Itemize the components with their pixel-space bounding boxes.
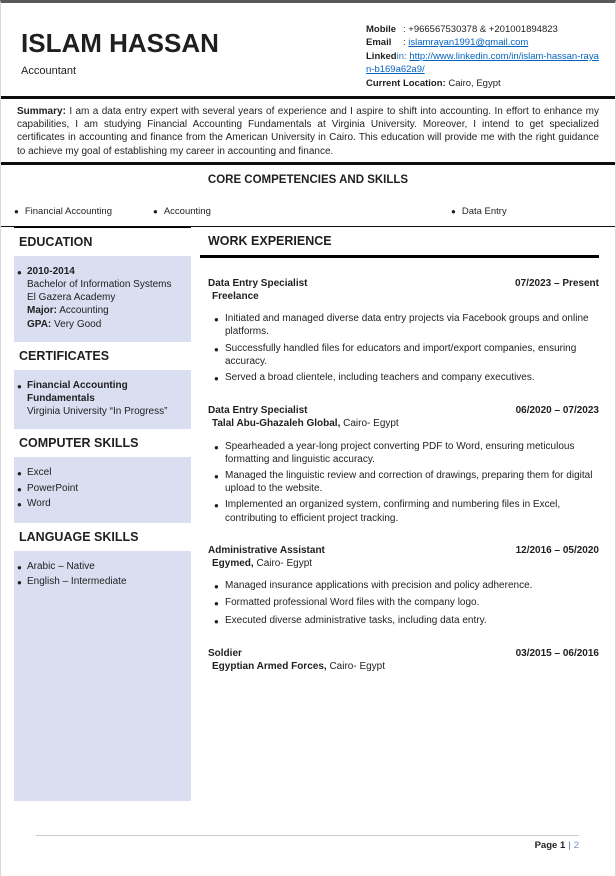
job-dates: 07/2023 – Present <box>515 277 599 289</box>
linkedin-link[interactable]: http://www.linkedin.com/in/islam-hassan-rayan-b169a62a9/ <box>366 50 599 76</box>
bullet-icon: ● <box>153 206 158 216</box>
contact-block <box>366 20 599 96</box>
sidebar <box>14 227 191 801</box>
certificates-heading: CERTIFICATES <box>14 342 191 370</box>
summary-label: Summary: <box>17 106 66 117</box>
linkedin-label-in: in <box>396 50 405 62</box>
bullet-icon: ● <box>14 206 19 216</box>
language-skills-heading: LANGUAGE SKILLS <box>14 523 191 551</box>
bullet-icon: ● <box>17 563 22 573</box>
work-experience-heading: WORK EXPERIENCE <box>200 227 599 258</box>
job-location: Cairo- Egypt <box>253 558 313 570</box>
bullet-icon: ● <box>17 267 22 277</box>
job-bullet: ● Formatted professional Word files with the company logo. <box>200 596 599 610</box>
bullet-icon: ● <box>17 499 22 509</box>
location-value: Cairo, Egypt <box>445 77 501 89</box>
certificate-entry <box>17 379 185 419</box>
certificate-name: Financial Accounting Fundamentals <box>27 379 128 405</box>
divider-summary-bottom <box>1 162 615 165</box>
job-bullet: ● Implemented an organized system, confirming and numbering files in Excel, contributing to efficient project tracking. <box>214 499 561 524</box>
job-location: Cairo- Egypt <box>326 661 386 673</box>
bullet-icon: ● <box>17 469 22 479</box>
job-bullet: ● Managed insurance applications with precision and policy adherence. <box>200 579 599 593</box>
job-company: Talal Abu-Ghazaleh Global, <box>212 418 341 430</box>
bullet-icon: ● <box>214 501 219 511</box>
page-indicator <box>535 840 579 851</box>
bullet-icon: ● <box>17 381 22 391</box>
resume-header <box>1 3 615 96</box>
bullet-icon: ● <box>214 599 219 609</box>
core-skill-item: ● Data Entry <box>451 205 507 217</box>
computer-skill-item: ● Excel <box>17 466 185 480</box>
education-period: 2010-2014 <box>27 265 75 277</box>
bullet-icon: ● <box>214 344 219 354</box>
job-title: Administrative Assistant <box>208 544 325 556</box>
bullet-icon: ● <box>451 206 456 216</box>
contact-row-email: Email : islamrayan1991@gmail.com <box>366 37 529 49</box>
bullet-icon: ● <box>214 616 219 626</box>
job-dates: 12/2016 – 05/2020 <box>515 544 599 556</box>
job-bullet: ● Served a broad clientele, including teachers and company executives. <box>200 371 599 385</box>
job-dates: 03/2015 – 06/2016 <box>515 647 599 659</box>
job-bullet: ● Spearheaded a year-long project converting PDF to Word, ensuring meticulous formatting and linguistic accuracy. <box>214 440 575 465</box>
footer-divider <box>36 835 579 836</box>
education-content <box>14 256 191 342</box>
identity-block <box>21 20 219 96</box>
job-title: Data Entry Specialist <box>208 277 308 289</box>
job-dates: 06/2020 – 07/2023 <box>515 405 599 417</box>
job-company: Egymed, <box>212 558 254 570</box>
job-company: Freelance <box>212 291 259 303</box>
job-bullet: ● Managed the linguistic review and correction of drawings, preparing them for digital upload to the website. <box>214 470 593 495</box>
computer-skills-content <box>14 457 191 523</box>
mobile-label: Mobile <box>366 24 397 35</box>
core-skill-item: ● Accounting <box>153 205 211 217</box>
job-entry <box>200 647 599 673</box>
job-bullet: ● Initiated and managed diverse data entry projects via Facebook groups and online platforms. <box>214 313 589 338</box>
job-company: Egyptian Armed Forces, <box>212 661 327 673</box>
mobile-value: : +966567530378 & +201001894823 <box>403 24 558 35</box>
core-skills-row <box>1 186 615 226</box>
page-separator: | <box>568 840 571 851</box>
job-bullet: ● Successfully handled files for educators and import/export companies, ensuring accuracy. <box>214 342 577 367</box>
job-location: Cairo- Egypt <box>340 418 399 430</box>
certificate-detail: Virginia University “In Progress” <box>27 406 168 418</box>
job-entry <box>200 544 599 628</box>
certificates-content <box>14 370 191 430</box>
job-entry <box>200 277 599 385</box>
computer-skill-item: ● Word <box>17 497 185 511</box>
work-experience-column <box>200 227 615 801</box>
location-label: Current Location: <box>366 77 446 89</box>
bullet-icon: ● <box>214 472 219 482</box>
person-name: ISLAM HASSAN <box>21 28 219 58</box>
bullet-icon: ● <box>214 442 219 452</box>
summary-paragraph <box>17 105 599 158</box>
core-skills-heading: CORE COMPETENCIES AND SKILLS <box>207 173 409 186</box>
education-entry <box>17 265 185 331</box>
job-title: Data Entry Specialist <box>208 405 308 417</box>
contact-row-linkedin: Linkedin: http://www.linkedin.com/in/islam-hassan-rayan-b169a62a9/ <box>366 50 599 76</box>
bullet-icon: ● <box>214 315 219 325</box>
education-heading: EDUCATION <box>14 227 191 256</box>
email-link[interactable]: islamrayan1991@gmail.com <box>408 37 529 49</box>
summary-text: I am a data entry expert with several years of experience and I aspire to shift into accounting. In effort to enhance my capabilities, I am studying Financial Accounting Fundamentals at Virginia University. Moreover, I intend to get specialized certificates in accounting and finance from the American University in Cairo. This education will provide me with the right guidance to achieve my goal of establishing my career in accounting and finance. <box>17 106 600 157</box>
divider-top <box>1 96 615 99</box>
computer-skills-heading: COMPUTER SKILLS <box>14 429 191 457</box>
job-title: Soldier <box>208 647 242 659</box>
contact-row-location <box>366 77 599 90</box>
job-entry <box>200 404 599 525</box>
computer-skill-item: ● PowerPoint <box>17 482 185 496</box>
education-gpa: GPA: Very Good <box>27 318 102 330</box>
bullet-icon: ● <box>214 374 219 384</box>
person-title: Accountant <box>21 65 77 77</box>
bullet-icon: ● <box>17 484 22 494</box>
education-degree: Bachelor of Information Systems <box>27 279 172 291</box>
current-page-label: Page 1 <box>534 840 566 851</box>
language-skill-item: ● Arabic – Native <box>17 560 185 574</box>
email-label: Email <box>366 37 392 49</box>
core-skill-item: ● Financial Accounting <box>14 205 112 217</box>
job-bullet: ● Executed diverse administrative tasks, including data entry. <box>200 614 599 628</box>
linkedin-label: Linked <box>366 50 397 62</box>
bullet-icon: ● <box>214 582 219 592</box>
education-major: Major: Accounting <box>27 305 109 317</box>
language-skills-content <box>14 551 191 601</box>
education-school: El Gazera Academy <box>27 292 116 304</box>
bullet-icon: ● <box>17 578 22 588</box>
language-skill-item: ● English – Intermediate <box>17 575 185 589</box>
body-columns <box>14 227 615 801</box>
contact-row-mobile <box>366 23 599 36</box>
next-page-number: 2 <box>573 840 579 851</box>
